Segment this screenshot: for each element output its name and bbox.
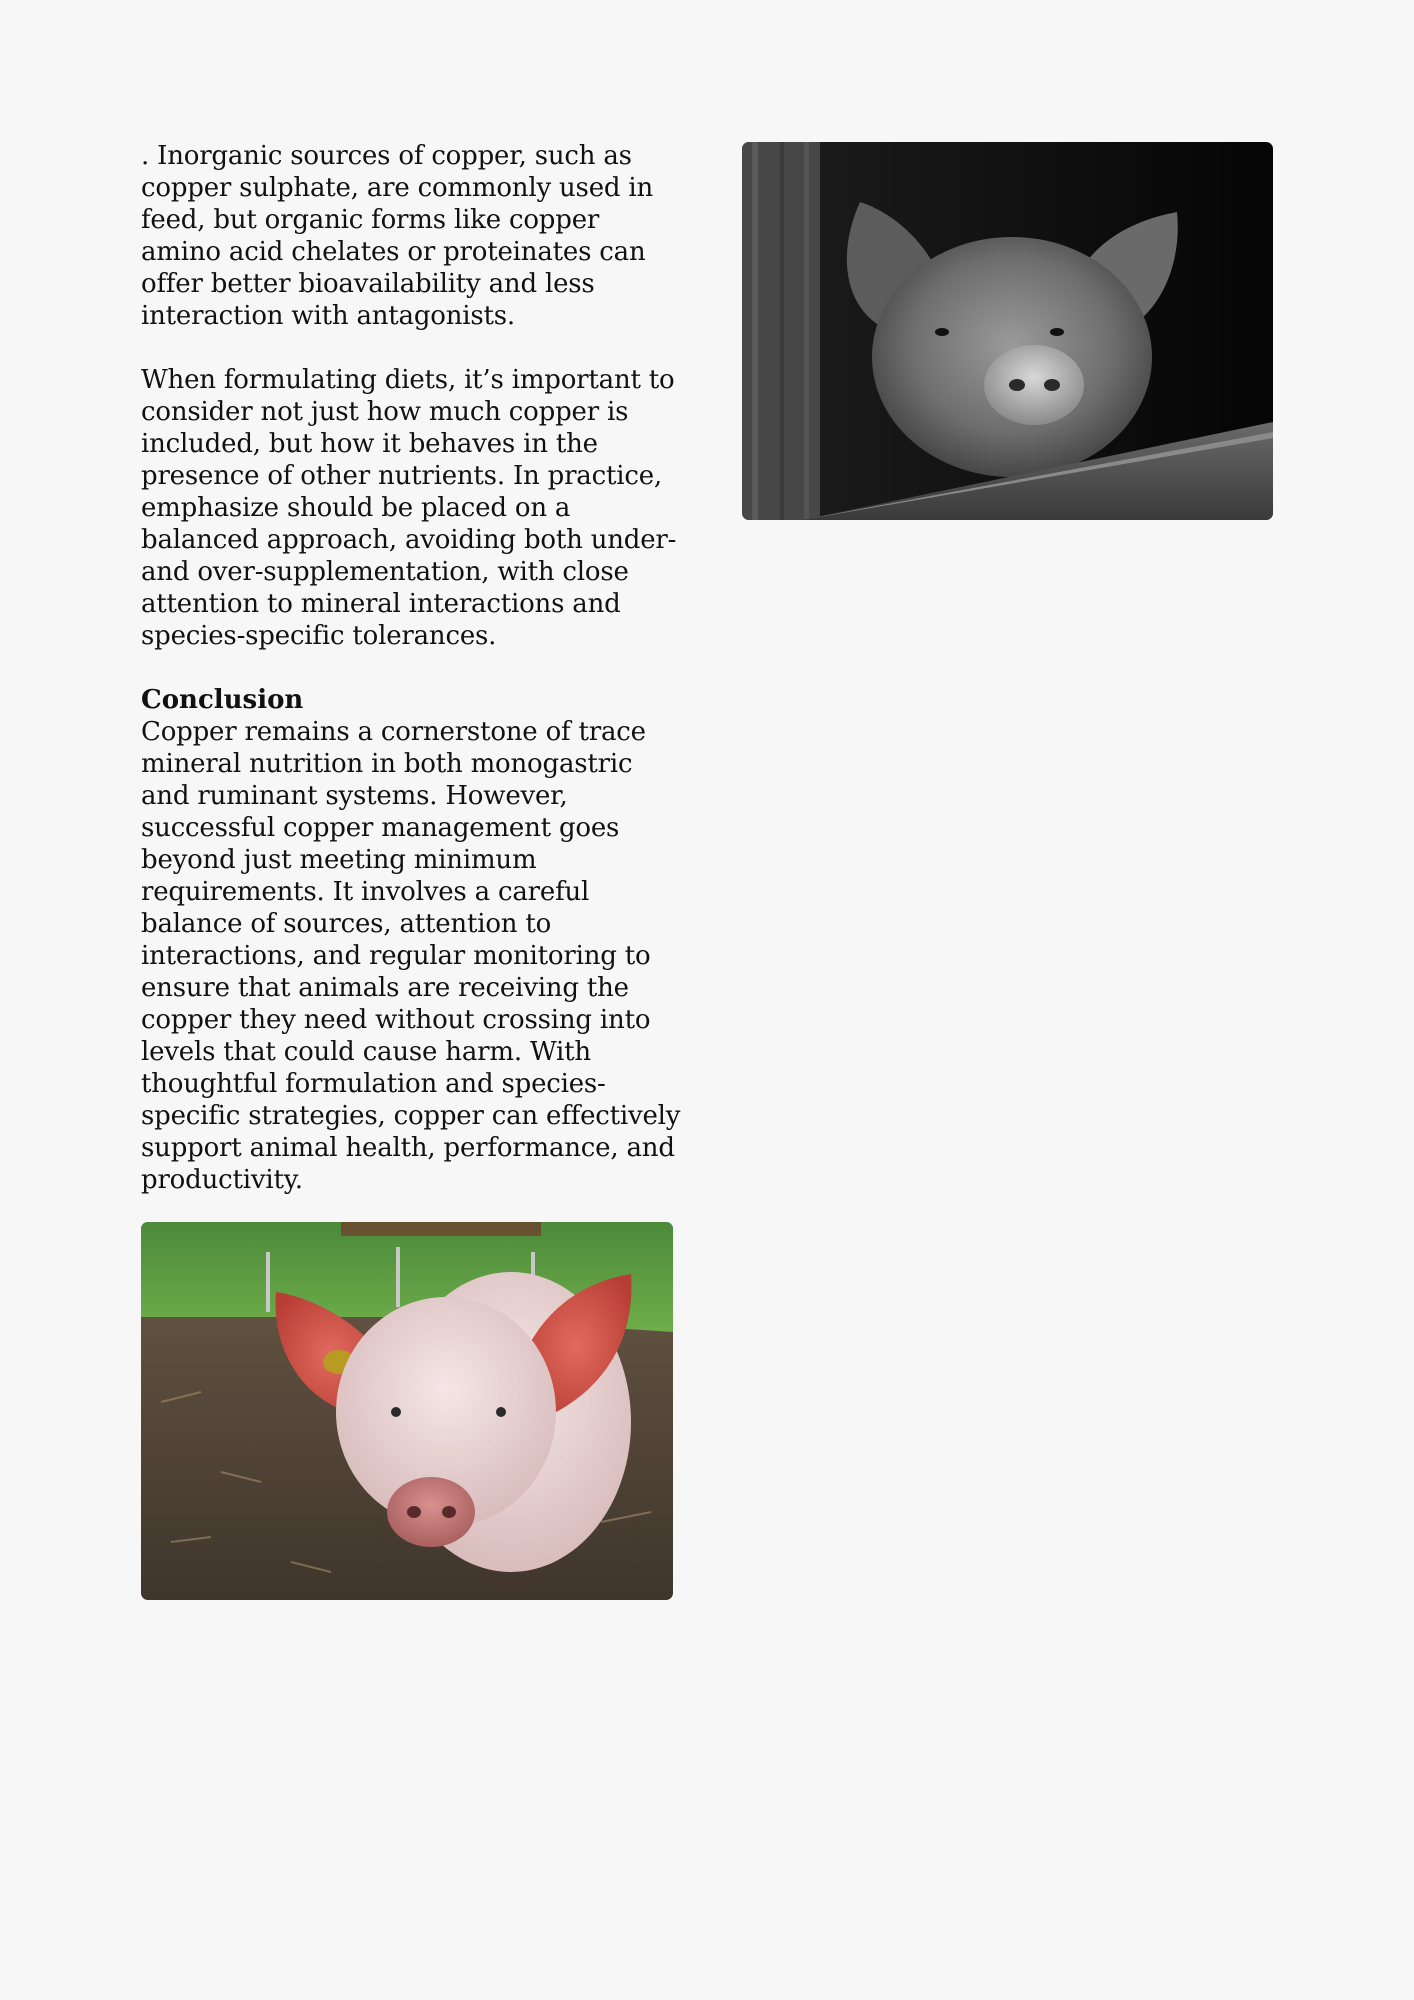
pink-pig-outdoors-photo bbox=[141, 1222, 673, 1600]
pig-in-pen-photo bbox=[742, 142, 1273, 520]
conclusion-paragraph: Copper remains a cornerstone of trace mineral nutrition in both monogastric and ruminant systems. However, successful copper management goes beyond just meeting minimum requirements. It involves a careful balance of sources, attention to interactions, and regular monitoring to ensure that animals are receiving the copper they need without crossing into levels that could cause harm. With thoughtful formulation and species-specific strategies, copper can effectively support animal health, performance, and productivity. bbox=[141, 717, 681, 1195]
conclusion-heading: Conclusion bbox=[141, 685, 304, 715]
paragraph-copper-sources: . Inorganic sources of copper, such as copper sulphate, are commonly used in feed, but organic forms like copper amino acid chelates or proteinates can offer better bioavailability and less interaction with antagonists. bbox=[141, 141, 654, 331]
pink-pig-outdoors-image bbox=[141, 1222, 673, 1600]
pig-in-pen-image bbox=[742, 142, 1273, 520]
paragraph-diet-formulation: When formulating diets, it’s important to consider not just how much copper is included, but how it behaves in the presence of other nutrients. In practice, emphasize should be placed on a balanced approach, avoiding both under- and over-supplementation, with close attention to mineral interactions and species-specific tolerances. bbox=[141, 365, 677, 651]
article-column bbox=[141, 140, 681, 1196]
